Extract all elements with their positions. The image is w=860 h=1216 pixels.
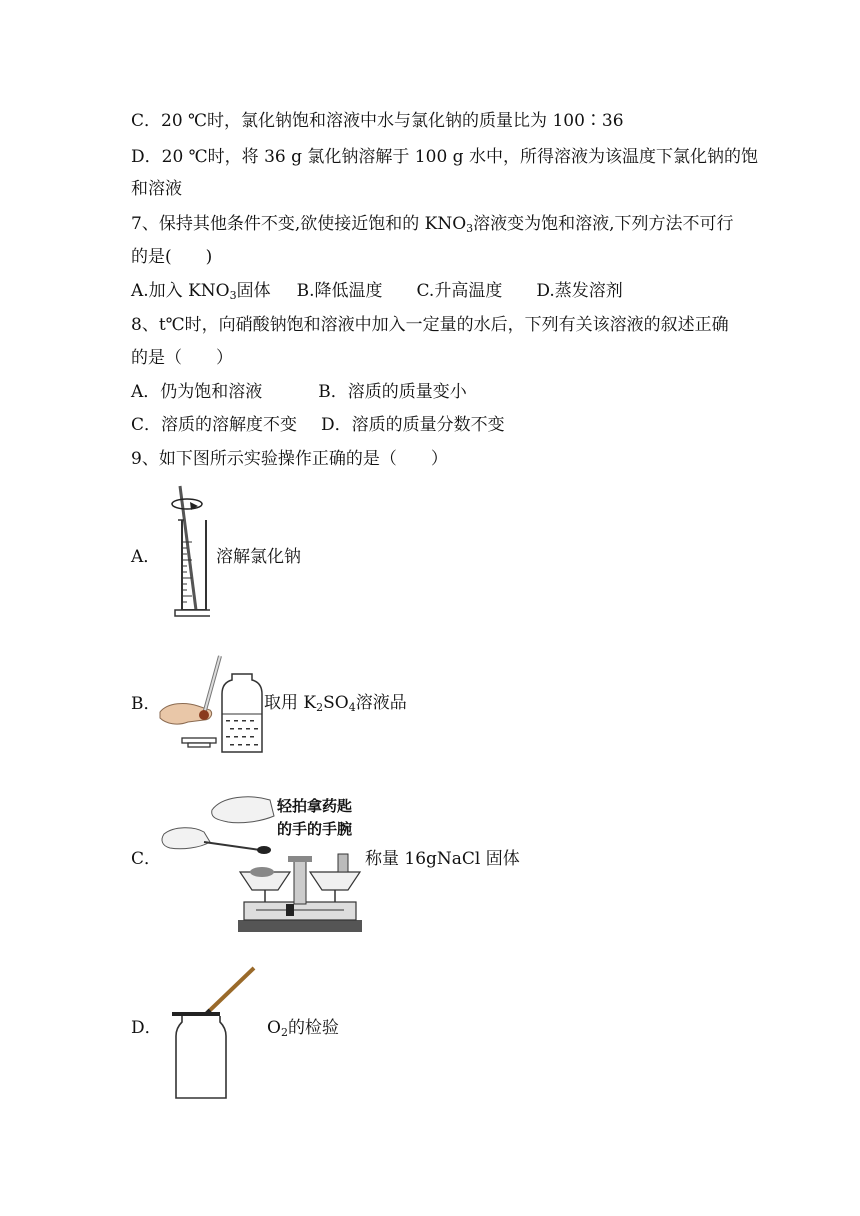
q7-stem-line2: 的是( ) — [131, 247, 213, 267]
q8-stem-line2: 的是（ ） — [131, 348, 233, 368]
gas-jar-figure — [166, 962, 261, 1102]
q6-option-c: C．20 ℃时，氯化钠饱和溶液中水与氯化钠的质量比为 100∶36 — [131, 111, 624, 131]
q9-option-d-label: D． — [131, 1018, 162, 1038]
q9-option-c-caption: 称量 16gNaCl 固体 — [365, 849, 520, 869]
q6-option-d-line1: D．20 ℃时，将 36 g 氯化钠溶解于 100 g 水中，所得溶液为该温度下氯化钠的饱 — [131, 147, 758, 167]
balance-photo-label-2: 的手的手腕 — [277, 820, 353, 838]
q8-options-row2 — [131, 414, 505, 436]
q8-option-c: C．溶质的溶解度不变 — [131, 415, 298, 435]
q8-options-row1 — [131, 381, 467, 403]
q8-option-b: B．溶质的质量变小 — [318, 382, 467, 402]
q8-option-a: A．仍为饱和溶液 — [131, 382, 263, 402]
q7-option-a: A.加入 $KNO_3$固体 — [131, 281, 271, 302]
q9-option-b-label: B． — [131, 694, 161, 714]
dropper-bottle-figure — [158, 652, 268, 754]
q6-option-d-line2: 和溶液 — [131, 179, 182, 199]
q7-option-c: C.升高温度 — [416, 281, 503, 301]
q9-option-b-caption: 取用 $K_2SO_4$溶液品 — [264, 693, 407, 714]
q9-option-d-caption: $O_2$的检验 — [267, 1018, 339, 1039]
q7-stem-subscript: 3 — [466, 222, 474, 235]
q8-option-d: D．溶质的质量分数不变 — [321, 415, 505, 435]
graduated-cylinder-figure — [160, 482, 210, 627]
balance-photo-label-1: 轻拍拿药匙 — [277, 797, 353, 815]
q8-stem-line1: 8、t℃时，向硝酸钠饱和溶液中加入一定量的水后，下列有关该溶液的叙述正确 — [131, 315, 729, 335]
q7-option-b: B.降低温度 — [296, 281, 383, 301]
q7-stem-text-a: 7、保持其他条件不变,欲使接近饱和的 KNO — [131, 214, 467, 234]
q9-option-c-label: C． — [131, 849, 162, 869]
q7-option-d: D.蒸发溶剂 — [536, 281, 623, 301]
q7-options-row — [131, 280, 623, 307]
q7-stem-text-b: 溶液变为饱和溶液,下列方法不可行 — [473, 214, 734, 234]
q9-stem: 9、如下图所示实验操作正确的是（ ） — [131, 449, 448, 469]
q9-option-a-label: A． — [131, 547, 161, 567]
q7-stem-line1 — [131, 213, 734, 240]
q9-option-a-caption: 溶解氯化钠 — [216, 547, 301, 567]
